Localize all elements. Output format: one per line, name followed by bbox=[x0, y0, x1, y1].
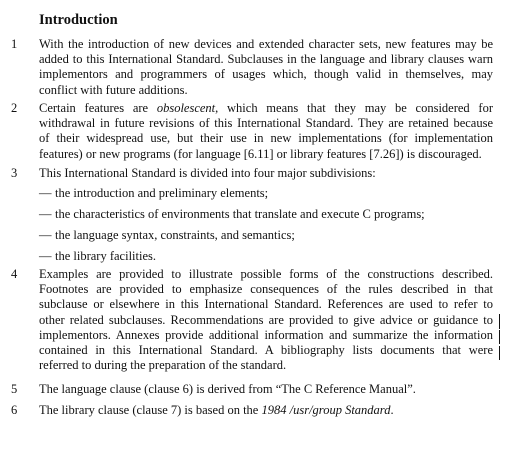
list-item-text: the library facilities. bbox=[55, 249, 157, 263]
dash-marker: — bbox=[39, 207, 52, 221]
list-item bbox=[39, 207, 425, 222]
dash-marker: — bbox=[39, 186, 52, 200]
paragraph-number: 5 bbox=[11, 382, 18, 396]
change-bar bbox=[499, 314, 500, 329]
paragraph-number: 1 bbox=[11, 37, 18, 51]
dash-marker: — bbox=[39, 249, 52, 263]
text-line: contained in this International Standard. A bibliography lists documents that were bbox=[39, 343, 493, 357]
text-line bbox=[39, 403, 493, 418]
text-run: , which means that they may be considered for bbox=[215, 101, 493, 115]
text-line: of their widespread use, but their use in new implementations (for implementation bbox=[39, 131, 493, 146]
text-line: implementors and programmers of usages which, though valid in themselves, may bbox=[39, 67, 493, 82]
paragraph-number: 2 bbox=[11, 101, 18, 115]
text-line: conflict with future additions. bbox=[39, 82, 188, 97]
paragraph-number: 3 bbox=[11, 166, 18, 180]
text-line: Footnotes are provided to emphasize consequences of the rules described in that bbox=[39, 282, 493, 297]
text-line: features) or new programs (for language [6.11] or library features [7.26]) is discouraged. bbox=[39, 146, 482, 161]
standard-title: 1984 /usr/group Standard bbox=[261, 403, 391, 417]
text-run: Certain features are bbox=[39, 101, 157, 115]
change-bar bbox=[499, 330, 500, 344]
text-line: added to this International Standard. Subclauses in the language and library clauses warn bbox=[39, 52, 493, 67]
text-line: This International Standard is divided into four major subdivisions: bbox=[39, 166, 376, 180]
text-line: withdrawal in future revisions of this International Standard. They are retained because bbox=[39, 116, 493, 131]
text-line: referred to during the preparation of the standard. bbox=[39, 358, 287, 373]
text-line: Examples are provided to illustrate possible forms of the constructions described. bbox=[39, 267, 493, 281]
text-run: . bbox=[390, 403, 394, 417]
section-heading: Introduction bbox=[39, 12, 118, 28]
list-item-text: the characteristics of environments that translate and execute C programs; bbox=[55, 207, 425, 221]
list-item bbox=[39, 228, 295, 243]
text-line: other related subclauses. Recommendations are provided to give advice or guidance to bbox=[39, 312, 493, 327]
text-line: subclause or elsewhere in this International Standard. References are used to refer to bbox=[39, 297, 493, 312]
list-item bbox=[39, 249, 156, 264]
list-item bbox=[39, 186, 268, 201]
text-line: With the introduction of new devices and extended character sets, new features may be bbox=[39, 37, 493, 51]
emphasis-term: obsolescent bbox=[156, 101, 216, 115]
text-line: implementors. Annexes provide additional information and summarize the information bbox=[39, 327, 493, 342]
paragraph-number: 4 bbox=[11, 267, 18, 281]
list-item-text: the language syntax, constraints, and semantics; bbox=[55, 228, 295, 242]
text-line bbox=[39, 101, 493, 116]
change-bar bbox=[499, 346, 500, 360]
text-line: The language clause (clause 6) is derived from “The C Reference Manual”. bbox=[39, 382, 416, 396]
paragraph-number: 6 bbox=[11, 403, 18, 417]
dash-marker: — bbox=[39, 228, 52, 242]
list-item-text: the introduction and preliminary elements; bbox=[55, 186, 269, 200]
text-run: The library clause (clause 7) is based on the bbox=[39, 403, 262, 417]
